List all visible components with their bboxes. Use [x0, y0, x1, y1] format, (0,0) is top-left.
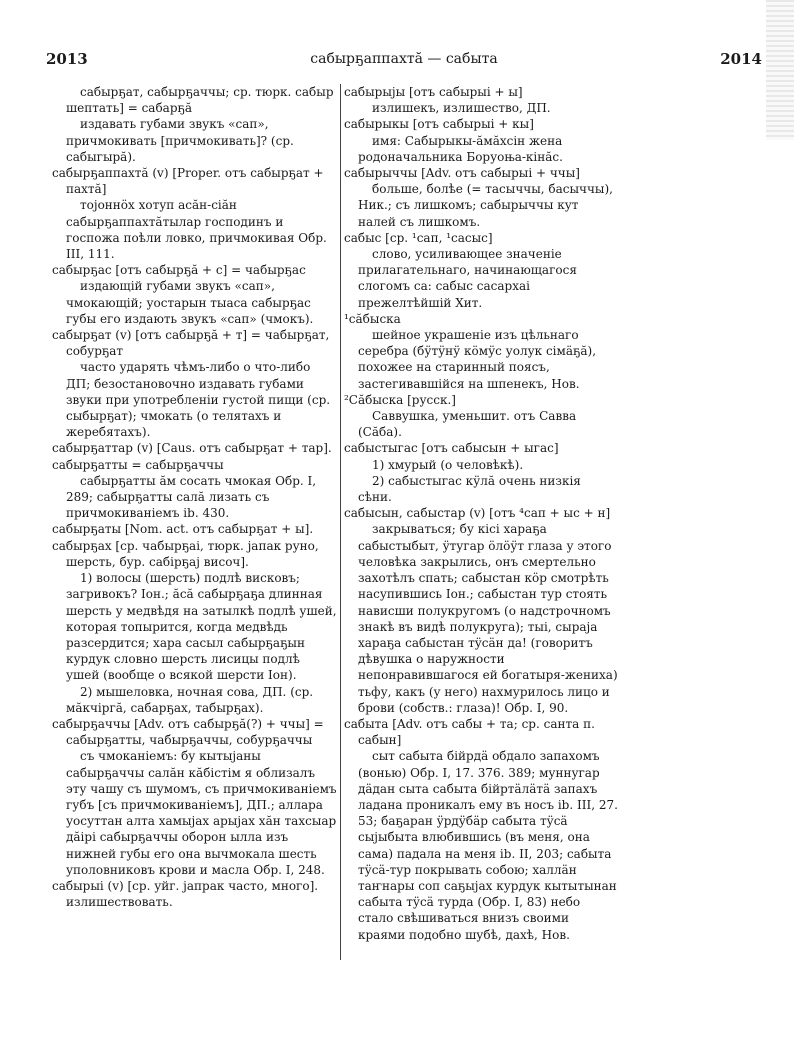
dictionary-entry: 2) мышеловка, ночная сова, ДП. (ср. мӑкчіргӑ, сабарҕах, табырҕах). — [66, 684, 314, 715]
running-head: сабырҕаппахтӑ — сабыта — [310, 51, 498, 67]
left-column — [52, 84, 337, 984]
dictionary-entry: сабырҕатты ӑм сосать чмокая Обр. I, 289; сабырҕатты салӑ лизать съ причмокиваніемъ ib. 430. — [66, 473, 317, 521]
dictionary-entry: сабырҕаты [Nom. act. отъ сабырҕат + ы]. — [52, 522, 314, 537]
dictionary-entry: издавать губами звукъ «сап», причмокивать [причмокивать]? (ср. сабыгырӑ). — [66, 117, 294, 164]
dictionary-entry: сабыс [ср. ¹сап, ¹сасыс] — [344, 230, 493, 245]
dictionary-entry: шейное украшеніе изъ цѣльнаго серебра (бӱтӱнӱ кӧмӱс уолук сімӓҕӑ), похожее на старинный поясъ, застегивавшійся на шпенекъ, Нов. — [358, 328, 597, 391]
dictionary-entry: сабырҕаппахтӑ (v) [Proper. отъ сабырҕат + пахтӑ] — [52, 166, 324, 197]
dictionary-entry: издающій губами звукъ «сап», чмокающій; уостарын тыаса сабырҕас губы его издають звукъ «сап» (чмокъ). — [66, 279, 314, 326]
dictionary-entry: закрываться; бу кісі хараҕа сабыстыбыт, ӱтугар ӧлӧӱт глаза у этого человѣка закрылись, онъ смертельно захотѣлъ спать; сабыстан кӧр смотрѣть насупившись Іон.; сабыстан тур стоять нависши полукругомъ (о надстрочномъ знакѣ въ видѣ полукруга); тыі, сырајa хараҕа сабыстан тӱсӓн да! (говоритъ дѣвушка о наружности непонравившагося ей богатыря-жениха) тьфу, какъ (у него) нахмурилось лицо и брови (собств.: глаза)! Обр. I, 90. — [358, 522, 618, 715]
dictionary-entry: слово, усиливающее значеніе прилагательнаго, начинающагося слогомъ са: сабыс сасархаі прежелтѣйшій Хит. — [358, 247, 577, 310]
dictionary-entry: сабыстыгас [отъ сабысын + ыгас] — [344, 441, 559, 456]
dictionary-entry: 1) хмурый (о человѣкѣ). — [372, 457, 524, 472]
dictionary-entry: больше, болѣе (= тасыччы, басыччы), Ник.; съ лишкомъ; сабырыччы кут налей съ лишкомъ. — [358, 182, 613, 229]
dictionary-entry: съ чмоканіемъ: бу кытыјаны сабырҕаччы салӑн кӑбістім я облизалъ эту чашу съ шумомъ, съ причмокиваніемъ губъ [съ причмокиваніемъ], ДП.; аллара уосуттан алта хамыјах арыјах хӑн тахсыар дӑірі сабырҕаччы оборон ылла изъ нижней губы его она вычмокала шесть уполовниковъ крови и масла Обр. I, 248. — [66, 749, 337, 877]
dictionary-entry: ²Сӑбыска [русск.] — [344, 392, 456, 407]
dictionary-entry: сабырҕас [отъ сабырҕӑ + с] = чабырҕас — [52, 263, 306, 278]
dictionary-entry: сабырыкы [отъ сабырыі + кы] — [344, 117, 534, 132]
dictionary-entry: сабырыјы [отъ сабырыі + ы] — [344, 85, 523, 99]
dictionary-entry: часто ударять чѣмъ-либо о что-либо ДП; безостановочно издавать губами звуки при употребленіи густой пищи (ср. сыбырҕат); чмокать (о телятахъ и жеребятахъ). — [66, 360, 331, 440]
dictionary-entry: сабырҕаччы [Adv. отъ сабырҕӑ(?) + ччы] = сабырҕатты, чабырҕаччы, собурҕаччы — [52, 716, 324, 748]
dictionary-entry: сыт сабыта бійрдӓ обдало запахомъ (вонью) Обр. I, 17. 376. 389; муннугар дӓдан сыта сабыта бійртӓлӓтӓ запахъ ладана проникалъ ему въ носъ ib. III, 27. 53; баҕаран ӱрдӱбӓр сабыта тӱсӓ сыјыбыта влюбившись (въ меня, она сама) падала на меня ib. II, 203; сабыта тӱсӓ-тур покрывать собою; халлӓн таҥнары соп саҕыјах курдук кытытынан сабыта тӱсӓ турда (Обр. I, 83) небо стало свѣшиваться внизъ своими краями подобно шубѣ, дахѣ, Нов. — [358, 749, 618, 942]
dictionary-entry: сабырҕат (v) [отъ сабырҕӑ + т] = чабырҕат, собурҕат — [52, 328, 330, 359]
column-divider — [340, 84, 341, 960]
page-header — [46, 50, 762, 72]
right-column — [344, 84, 618, 984]
dictionary-entry: сабыта [Adv. отъ сабы + та; ср. санта п. сабын] — [344, 716, 595, 748]
dictionary-entry: сабырыччы [Adv. отъ сабырыі + ччы] — [344, 166, 580, 181]
scan-edge-artifact — [766, 0, 794, 140]
dictionary-entry: сабырҕат, сабырҕаччы; ср. тюрк. сабыр шептать] = сабарҕӑ — [66, 85, 334, 116]
dictionary-entry: сабырҕаттар (v) [Caus. отъ сабырҕат + тар]. — [52, 441, 332, 456]
dictionary-entry: Саввушка, уменьшит. отъ Савва (Сӑба). — [358, 409, 577, 440]
dictionary-entry: сабырыі (v) [ср. уйг. јапрак часто, много]. излишествовать. — [52, 878, 319, 910]
page-number-right: 2014 — [720, 50, 762, 68]
dictionary-entry: сабырҕатты = сабырҕаччы — [52, 457, 224, 472]
page-number-left: 2013 — [46, 50, 88, 68]
dictionary-entry: 2) сабыстыгас кӱлӑ очень низкія сѣни. — [358, 473, 581, 505]
dictionary-entry: тојоннӧх хотуп асӑн-сіӑн сабырҕаппахтӑтылар господинъ и госпожа поѣли ловко, причмокивая Обр. III, 111. — [66, 198, 327, 262]
dictionary-entry: ¹сӑбыска — [344, 311, 401, 326]
dictionary-entry: сабырҕах [ср. чабырҕаі, тюрк. јапак руно, шерсть, бур. сабірҕај височ]. — [52, 538, 319, 569]
dictionary-entry: 1) волосы (шерсть) подлѣ висковъ; загривокъ? Іон.; ӑсӑ сабырҕаҕа длинная шерсть у медвѣдя на затылкѣ подлѣ ушей, которая топырится, когда медвѣдь разсердится; хара сасыл сабырҕаҕын курдук словно шерсть лисицы подлѣ ушей (вообще о всякой шерсти Іон). — [66, 571, 337, 683]
dictionary-entry: излишекъ, излишество, ДП. — [372, 101, 551, 116]
dictionary-entry: сабысын, сабыстар (v) [отъ ⁴сап + ыс + н] — [344, 506, 611, 521]
dictionary-entry: имя: Сабырыкы-ӑмӑхсін жена родоначальника Боруоња-кінӑс. — [358, 133, 563, 164]
